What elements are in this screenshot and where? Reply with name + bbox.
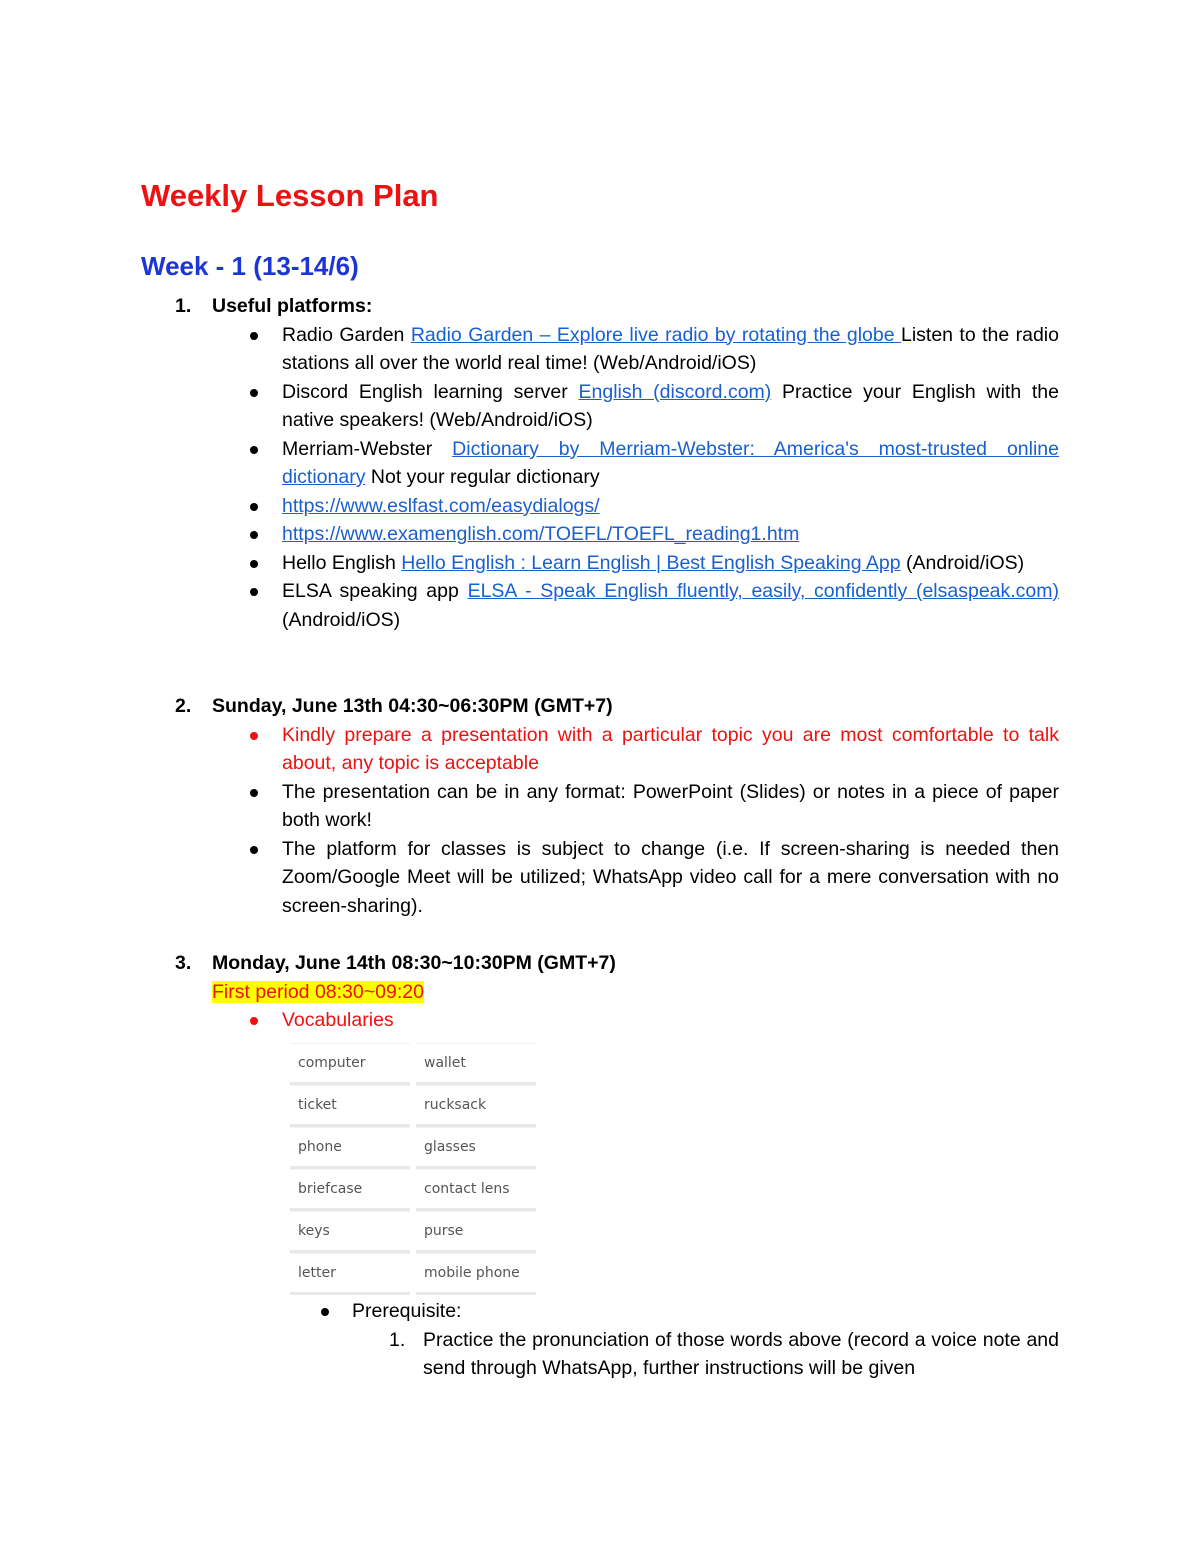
week-heading: Week - 1 (13-14/6) (141, 251, 359, 281)
list-item-radio-garden: Radio Garden Radio Garden – Explore live radio by rotating the globe Listen to the radio stations all over the world real time! (Web/Android/iOS) (141, 321, 1059, 378)
vocab-cell: phone (290, 1127, 410, 1169)
list-item-discord: Discord English learning server English (discord.com) Practice your English with the native speakers! (Web/Android/iOS) (141, 378, 1059, 435)
list-item-elsa: ELSA speaking app ELSA - Speak English fluently, easily, confidently (elsaspeak.com) (Android/iOS) (141, 577, 1059, 634)
first-period-highlight: First period 08:30~09:20 (212, 980, 424, 1003)
link-elsa[interactable]: ELSA - Speak English fluently, easily, confidently (elsaspeak.com) (467, 580, 1060, 602)
bullet-icon (250, 503, 258, 511)
link-examenglish[interactable]: https://www.examenglish.com/TOEFL/TOEFL_reading1.htm (282, 523, 800, 545)
list-item-merriam-webster: Merriam-Webster Dictionary by Merriam-Webster: America's most-trusted online dictionary Not your regular dictionary (141, 435, 1059, 492)
bullet-icon (250, 531, 258, 539)
section-heading (141, 692, 1059, 721)
vocab-cell: ticket (290, 1085, 410, 1127)
table-row (290, 1043, 536, 1085)
vocab-cell: glasses (416, 1127, 536, 1169)
vocab-cell: keys (290, 1211, 410, 1253)
section-sunday (141, 692, 1059, 920)
bullet-icon (250, 332, 258, 340)
list-item-platform: The platform for classes is subject to change (i.e. If screen-sharing is needed then Zoom/Google Meet will be utilized; WhatsApp video call for a mere conversation with no screen-sharing). (141, 835, 1059, 921)
bullet-icon (250, 560, 258, 568)
section-heading-text: Monday, June 14th 08:30~10:30PM (GMT+7) (212, 952, 616, 974)
list-item-vocabularies: Vocabularies (141, 1006, 1059, 1035)
prerequisite-block (141, 1297, 1059, 1383)
vocab-cell: wallet (416, 1043, 536, 1085)
vocab-cell: mobile phone (416, 1253, 536, 1295)
vocab-cell: contact lens (416, 1169, 536, 1211)
section-heading-text: Useful platforms: (212, 295, 373, 317)
section-heading (141, 292, 1059, 321)
link-eslfast[interactable]: https://www.eslfast.com/easydialogs/ (282, 494, 600, 517)
table-row (290, 1127, 536, 1169)
bullet-icon (250, 446, 258, 454)
vocabulary-table (284, 1043, 542, 1295)
table-row (290, 1211, 536, 1253)
list-item-eslfast (141, 492, 1059, 521)
bullet-icon (321, 1308, 329, 1316)
bullet-icon (250, 588, 258, 596)
list-item-presentation: Kindly prepare a presentation with a particular topic you are most comfortable to talk about, any topic is acceptable (141, 721, 1059, 778)
table-row (290, 1169, 536, 1211)
table-row (290, 1253, 536, 1295)
vocab-cell: briefcase (290, 1169, 410, 1211)
section-monday (141, 949, 1059, 1035)
list-item-prerequisite-step: 1. Practice the pronunciation of those words above (record a voice note and send through WhatsApp, further instructions will be given (389, 1328, 1059, 1379)
link-radio-garden[interactable]: Radio Garden – Explore live radio by rotating the globe (410, 323, 901, 346)
link-discord[interactable]: English (discord.com) (578, 380, 772, 403)
list-item-examenglish (141, 520, 1059, 549)
section-useful-platforms (141, 292, 1059, 634)
bullet-icon (250, 732, 258, 740)
vocab-cell: rucksack (416, 1085, 536, 1127)
vocab-cell: purse (416, 1211, 536, 1253)
link-merriam-webster[interactable]: Dictionary by Merriam-Webster: America's most-trusted online dictionary (282, 437, 1059, 488)
table-row (290, 1085, 536, 1127)
link-hello-english[interactable]: Hello English : Learn English | Best English Speaking App (401, 551, 901, 574)
section-heading-text: Sunday, June 13th 04:30~06:30PM (GMT+7) (212, 695, 613, 717)
bullet-icon (250, 846, 258, 854)
bullet-icon (250, 389, 258, 397)
bullet-icon (250, 1017, 258, 1025)
vocab-cell: letter (290, 1253, 410, 1295)
section-number: 3. (175, 952, 192, 974)
vocab-cell: computer (290, 1043, 410, 1085)
list-item-hello-english: Hello English Hello English : Learn English | Best English Speaking App (Android/iOS) (141, 549, 1059, 578)
list-item-prerequisite: Prerequisite: (141, 1297, 1059, 1326)
section-heading (141, 949, 1059, 978)
document-title: Weekly Lesson Plan (141, 178, 439, 213)
list-item-format: The presentation can be in any format: PowerPoint (Slides) or notes in a piece of paper both work! (141, 778, 1059, 835)
bullet-icon (250, 789, 258, 797)
section-number: 2. (175, 695, 192, 717)
section-number: 1. (175, 295, 192, 317)
